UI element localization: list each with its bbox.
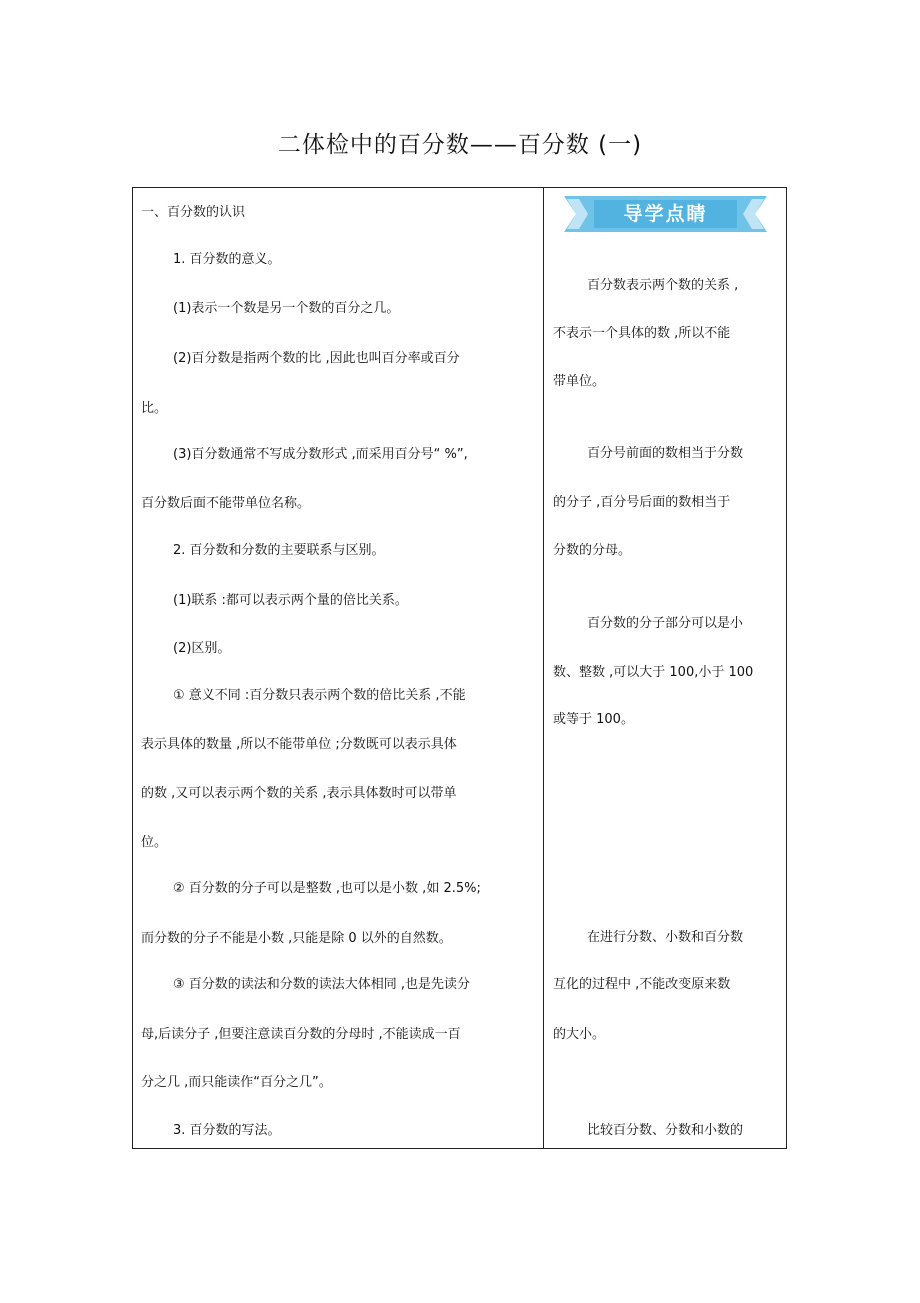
guide-line: 分数的分母。	[553, 543, 632, 558]
guide-line: 带单位。	[553, 374, 606, 389]
main-line: 母,后读分子 ,但要注意读百分数的分母时 ,不能读成一百	[141, 1027, 461, 1042]
main-line: 比。	[141, 401, 168, 416]
main-line: ① 意义不同 :百分数只表示两个数的倍比关系 ,不能	[173, 688, 466, 703]
guide-banner	[564, 196, 767, 232]
main-line: 2. 百分数和分数的主要联系与区别。	[173, 543, 385, 558]
main-line: 的数 ,又可以表示两个数的关系 ,表示具体数时可以带单	[141, 786, 457, 801]
main-line: 表示具体的数量 ,所以不能带单位 ;分数既可以表示具体	[141, 737, 457, 752]
guide-line: 不表示一个具体的数 ,所以不能	[553, 326, 731, 341]
guide-line: 比较百分数、分数和小数的	[587, 1123, 744, 1138]
page-title: 二体检中的百分数——百分数 (一)	[277, 132, 643, 158]
guide-line: 百分数表示两个数的关系 ,	[587, 278, 739, 293]
main-line: (1)表示一个数是另一个数的百分之几。	[173, 301, 400, 316]
guide-line: 百分号前面的数相当于分数	[587, 446, 744, 461]
main-line: (3)百分数通常不写成分数形式 ,而采用百分号“ %”,	[173, 447, 468, 462]
main-line: 分之几 ,而只能读作“百分之几”。	[141, 1075, 332, 1090]
guide-line: 互化的过程中 ,不能改变原来数	[553, 977, 731, 992]
main-line: 百分数后面不能带单位名称。	[141, 496, 311, 511]
banner-label: 导学点睛	[623, 203, 708, 225]
content-table	[132, 187, 787, 1149]
main-line: ② 百分数的分子可以是整数 ,也可以是小数 ,如 2.5%;	[173, 881, 481, 896]
main-line: (2)区别。	[173, 641, 231, 656]
guide-line: 在进行分数、小数和百分数	[587, 930, 744, 945]
guide-line: 数、整数 ,可以大于 100,小于 100	[553, 665, 754, 680]
main-line: 1. 百分数的意义。	[173, 252, 281, 267]
guide-line: 的分子 ,百分号后面的数相当于	[553, 495, 731, 510]
main-line: 位。	[141, 835, 168, 850]
main-line: ③ 百分数的读法和分数的读法大体相同 ,也是先读分	[173, 977, 471, 992]
main-line: 3. 百分数的写法。	[173, 1123, 281, 1138]
main-line: (2)百分数是指两个数的比 ,因此也叫百分率或百分	[173, 351, 460, 366]
guide-line: 的大小。	[553, 1027, 606, 1042]
main-line: 而分数的分子不能是小数 ,只能是除 0 以外的自然数。	[141, 931, 452, 946]
guide-line: 或等于 100。	[553, 712, 634, 727]
column-divider	[543, 188, 544, 1148]
guide-line: 百分数的分子部分可以是小	[587, 616, 744, 631]
section-heading: 一、百分数的认识	[141, 205, 246, 220]
main-line: (1)联系 :都可以表示两个量的倍比关系。	[173, 593, 408, 608]
